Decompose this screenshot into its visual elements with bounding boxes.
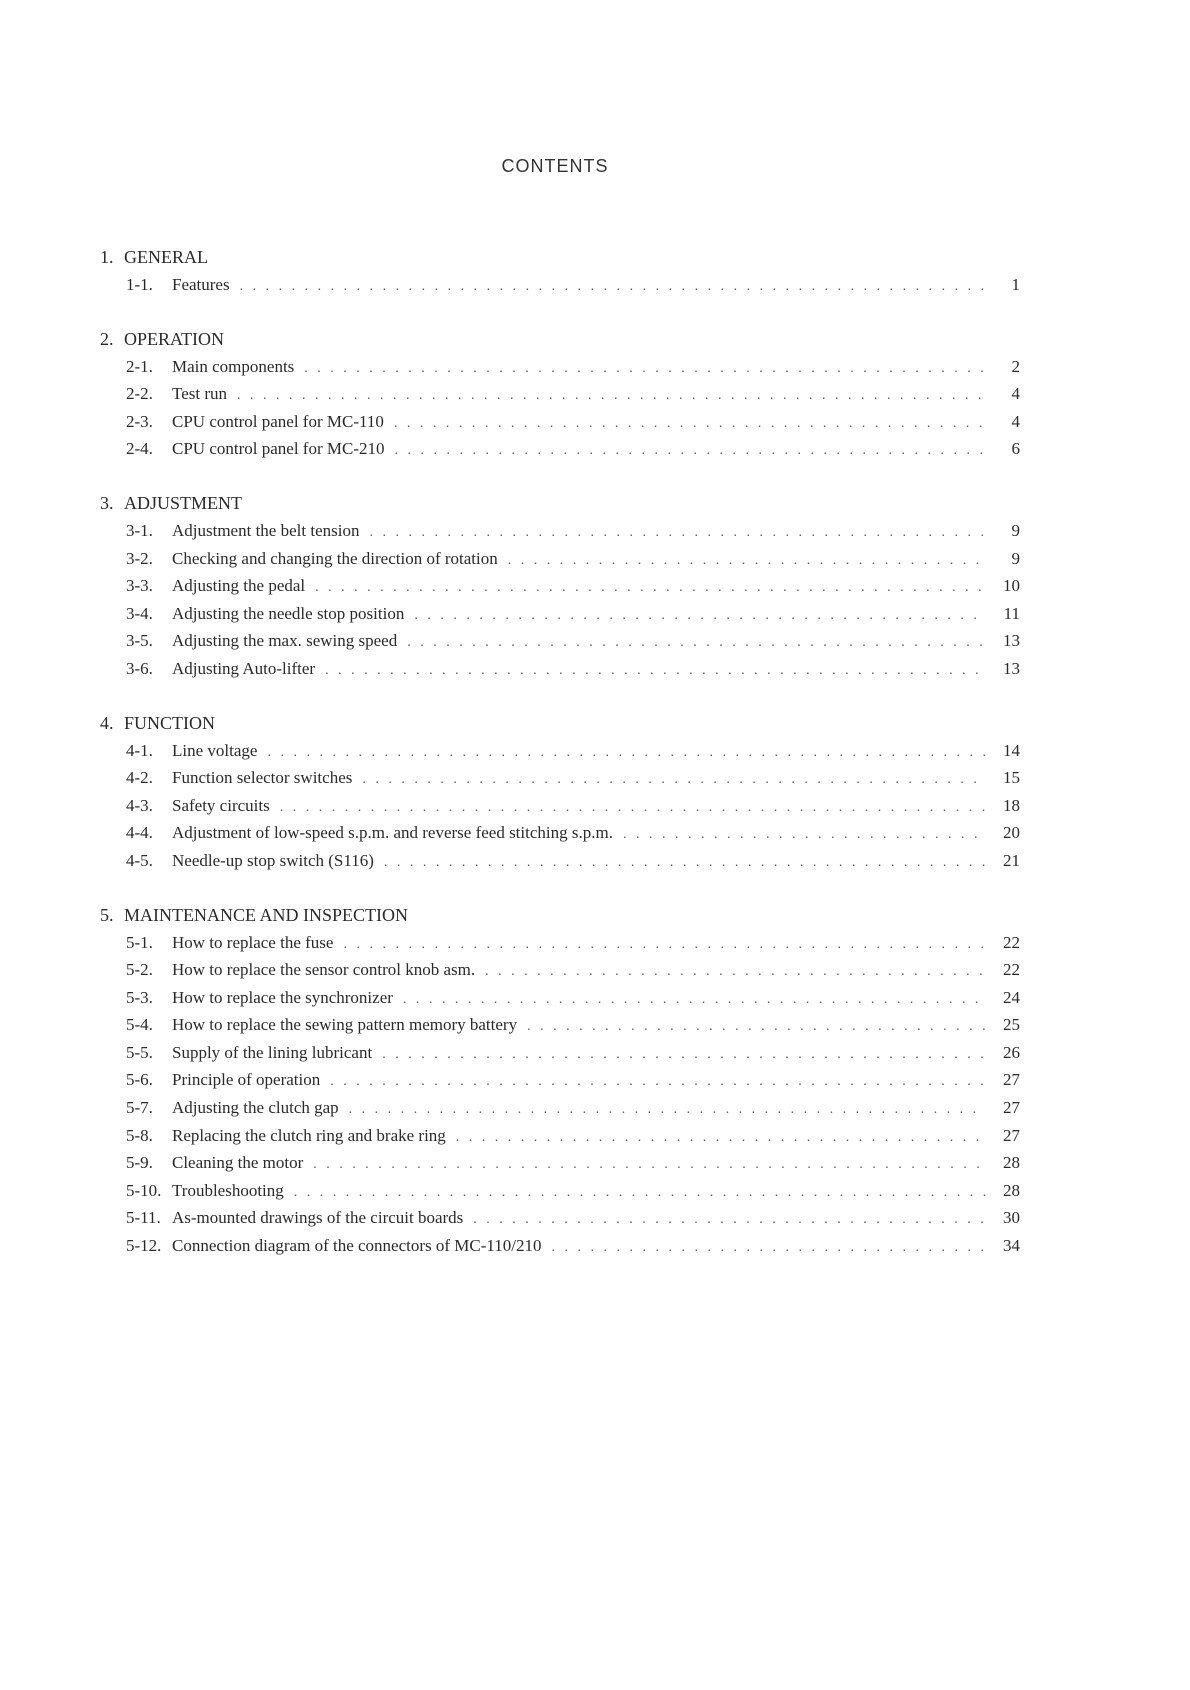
entry-title: Adjusting the needle stop position xyxy=(172,603,405,623)
entry-number: 5-10. xyxy=(126,1180,162,1200)
entry-title: Safety circuits xyxy=(172,795,270,815)
dot-leader xyxy=(362,766,986,794)
dot-leader xyxy=(313,1151,986,1179)
section-number: 1. xyxy=(100,247,114,267)
entry-title: Supply of the lining lubricant xyxy=(172,1042,373,1062)
entry-page-number: 28 xyxy=(1003,1180,1020,1200)
section-heading xyxy=(100,901,1020,929)
toc-entry[interactable] xyxy=(100,600,1020,628)
dot-leader xyxy=(394,410,986,438)
toc-entry[interactable] xyxy=(100,655,1020,683)
dot-leader xyxy=(473,1206,986,1234)
section-title: GENERAL xyxy=(124,247,208,267)
entry-page-number: 9 xyxy=(1011,548,1020,568)
entry-title: Replacing the clutch ring and brake ring xyxy=(172,1125,446,1145)
entry-title: Adjustment of low-speed s.p.m. and reverse feed stitching s.p.m. xyxy=(172,823,613,843)
dot-leader xyxy=(237,382,986,410)
toc-entry[interactable] xyxy=(100,435,1020,463)
entry-page-number: 21 xyxy=(1003,850,1020,870)
entry-page-number: 20 xyxy=(1003,823,1020,843)
table-of-contents xyxy=(100,243,1020,1286)
toc-entry[interactable] xyxy=(100,380,1020,408)
section-title: MAINTENANCE AND INSPECTION xyxy=(124,904,408,925)
toc-entry[interactable] xyxy=(100,929,1020,957)
entry-page-number: 13 xyxy=(1003,658,1020,678)
toc-entry[interactable] xyxy=(100,1122,1020,1150)
entry-page-number: 25 xyxy=(1003,1015,1020,1035)
dot-leader xyxy=(315,574,986,602)
entry-title: How to replace the synchronizer xyxy=(172,987,393,1007)
page-title: CONTENTS xyxy=(501,156,609,176)
dot-leader xyxy=(623,821,986,849)
section-heading xyxy=(100,709,1020,737)
toc-entry[interactable] xyxy=(100,1232,1020,1260)
section-number: 4. xyxy=(100,712,114,733)
entry-number: 5-9. xyxy=(126,1153,153,1173)
entry-number: 4-1. xyxy=(126,740,153,760)
dot-leader xyxy=(384,849,986,877)
entry-title: CPU control panel for MC-210 xyxy=(172,439,385,459)
dot-leader xyxy=(330,1068,986,1096)
entry-number: 4-4. xyxy=(126,823,153,843)
entry-page-number: 22 xyxy=(1003,932,1020,952)
dot-leader xyxy=(240,273,986,301)
entry-title: Function selector switches xyxy=(172,768,353,788)
entry-number: 3-5. xyxy=(126,631,153,651)
dot-leader xyxy=(456,1124,986,1152)
entry-number: 5-5. xyxy=(126,1042,153,1062)
entry-number: 5-2. xyxy=(126,960,153,980)
entry-page-number: 34 xyxy=(1003,1236,1020,1256)
section-number: 2. xyxy=(100,328,114,349)
entry-title: CPU control panel for MC-110 xyxy=(172,411,384,431)
entry-title: Adjusting the clutch gap xyxy=(172,1098,339,1118)
toc-entry[interactable] xyxy=(100,764,1020,792)
entry-title: Main components xyxy=(172,356,295,376)
entry-page-number: 30 xyxy=(1003,1208,1020,1228)
entry-title: How to replace the fuse xyxy=(172,932,334,952)
entry-number: 3-4. xyxy=(126,603,153,623)
entry-title: Adjustment the belt tension xyxy=(172,520,360,540)
entry-number: 5-6. xyxy=(126,1070,153,1090)
toc-section-maintenance xyxy=(100,901,1020,1260)
entry-page-number: 1 xyxy=(1011,275,1020,294)
entry-number: 5-4. xyxy=(126,1015,153,1035)
toc-entry[interactable] xyxy=(100,1039,1020,1067)
dot-leader xyxy=(343,931,986,959)
entry-title: Line voltage xyxy=(172,740,258,760)
entry-title: As-mounted drawings of the circuit boards xyxy=(172,1208,464,1228)
toc-entry[interactable] xyxy=(100,517,1020,545)
entry-number: 5-11. xyxy=(126,1208,161,1228)
dot-leader xyxy=(414,602,986,630)
toc-entry[interactable] xyxy=(100,271,1020,299)
entry-title: How to replace the sewing pattern memory battery xyxy=(172,1015,518,1035)
dot-leader xyxy=(527,1013,986,1041)
dot-leader xyxy=(267,739,986,767)
entry-title: Adjusting Auto-lifter xyxy=(172,658,316,678)
dot-leader xyxy=(552,1234,986,1262)
entry-page-number: 2 xyxy=(1011,356,1020,376)
entry-number: 3-6. xyxy=(126,658,153,678)
toc-entry[interactable] xyxy=(100,1066,1020,1094)
toc-entry[interactable] xyxy=(100,847,1020,875)
entry-page-number: 10 xyxy=(1003,576,1020,596)
entry-number: 5-1. xyxy=(126,932,153,952)
entry-page-number: 6 xyxy=(1011,439,1020,459)
dot-leader xyxy=(280,794,986,822)
entry-page-number: 15 xyxy=(1003,768,1020,788)
section-number: 5. xyxy=(100,904,114,925)
entry-page-number: 22 xyxy=(1003,960,1020,980)
toc-section-operation xyxy=(100,325,1020,463)
section-heading xyxy=(100,243,1020,271)
entry-number: 5-12. xyxy=(126,1236,162,1256)
dot-leader xyxy=(407,629,986,657)
entry-title: How to replace the sensor control knob asm. xyxy=(172,960,476,980)
toc-entry[interactable] xyxy=(100,353,1020,381)
dot-leader xyxy=(294,1179,986,1207)
section-title: ADJUSTMENT xyxy=(124,492,243,513)
entry-number: 5-8. xyxy=(126,1125,153,1145)
entry-number: 5-3. xyxy=(126,987,153,1007)
dot-leader xyxy=(369,519,986,547)
toc-entry[interactable] xyxy=(100,956,1020,984)
dot-leader xyxy=(382,1041,986,1069)
entry-number: 3-1. xyxy=(126,520,153,540)
entry-page-number: 13 xyxy=(1003,631,1020,651)
dot-leader xyxy=(304,355,986,383)
entry-page-number: 27 xyxy=(1003,1125,1020,1145)
dot-leader xyxy=(485,958,986,986)
entry-title: Test run xyxy=(172,384,227,404)
entry-page-number: 14 xyxy=(1003,740,1020,760)
toc-entry[interactable] xyxy=(100,545,1020,573)
dot-leader xyxy=(403,986,986,1014)
entry-page-number: 4 xyxy=(1011,411,1020,431)
entry-page-number: 27 xyxy=(1003,1070,1020,1090)
entry-title: Troubleshooting xyxy=(172,1180,284,1200)
entry-number: 3-2. xyxy=(126,548,153,568)
section-heading xyxy=(100,325,1020,353)
entry-page-number: 26 xyxy=(1003,1042,1020,1062)
entry-page-number: 27 xyxy=(1003,1098,1020,1118)
entry-number: 4-3. xyxy=(126,795,153,815)
toc-entry[interactable] xyxy=(100,408,1020,436)
entry-number: 4-2. xyxy=(126,768,153,788)
section-number: 3. xyxy=(100,492,114,513)
toc-section-general xyxy=(100,243,1020,299)
entry-number: 5-7. xyxy=(126,1098,153,1118)
entry-number: 2-3. xyxy=(126,411,153,431)
toc-entry[interactable] xyxy=(100,1149,1020,1177)
toc-entry[interactable] xyxy=(100,792,1020,820)
entry-number: 2-2. xyxy=(126,384,153,404)
toc-entry[interactable] xyxy=(100,1177,1020,1205)
entry-title: Features xyxy=(172,275,230,294)
entry-title: Principle of operation xyxy=(172,1070,321,1090)
entry-page-number: 28 xyxy=(1003,1153,1020,1173)
toc-entry[interactable] xyxy=(100,1011,1020,1039)
toc-entry[interactable] xyxy=(100,984,1020,1012)
toc-entry[interactable] xyxy=(100,627,1020,655)
toc-entry[interactable] xyxy=(100,819,1020,847)
toc-entry[interactable] xyxy=(100,572,1020,600)
entry-title: Adjusting the pedal xyxy=(172,576,306,596)
entry-page-number: 4 xyxy=(1011,384,1020,404)
entry-title: Needle-up stop switch (S116) xyxy=(172,850,374,870)
entry-number: 2-4. xyxy=(126,439,153,459)
dot-leader xyxy=(325,657,986,685)
toc-section-adjustment xyxy=(100,489,1020,683)
entry-title: Connection diagram of the connectors of MC-110/210 xyxy=(172,1236,542,1256)
entry-page-number: 9 xyxy=(1011,520,1020,540)
section-title: OPERATION xyxy=(124,328,225,349)
section-title: FUNCTION xyxy=(124,712,216,733)
entry-number: 2-1. xyxy=(126,356,153,376)
entry-page-number: 24 xyxy=(1003,987,1020,1007)
toc-entry[interactable] xyxy=(100,1094,1020,1122)
entry-title: Cleaning the motor xyxy=(172,1153,304,1173)
entry-title: Adjusting the max. sewing speed xyxy=(172,631,398,651)
entry-number: 3-3. xyxy=(126,576,153,596)
dot-leader xyxy=(349,1096,986,1124)
dot-leader xyxy=(508,547,986,575)
entry-page-number: 11 xyxy=(1003,603,1020,623)
dot-leader xyxy=(394,437,986,465)
section-heading xyxy=(100,489,1020,517)
toc-entry[interactable] xyxy=(100,1204,1020,1232)
toc-entry[interactable] xyxy=(100,737,1020,765)
entry-title: Checking and changing the direction of rotation xyxy=(172,548,498,568)
entry-number: 4-5. xyxy=(126,850,153,870)
toc-section-function xyxy=(100,709,1020,875)
entry-page-number: 18 xyxy=(1003,795,1020,815)
entry-number: 1-1. xyxy=(126,275,153,294)
